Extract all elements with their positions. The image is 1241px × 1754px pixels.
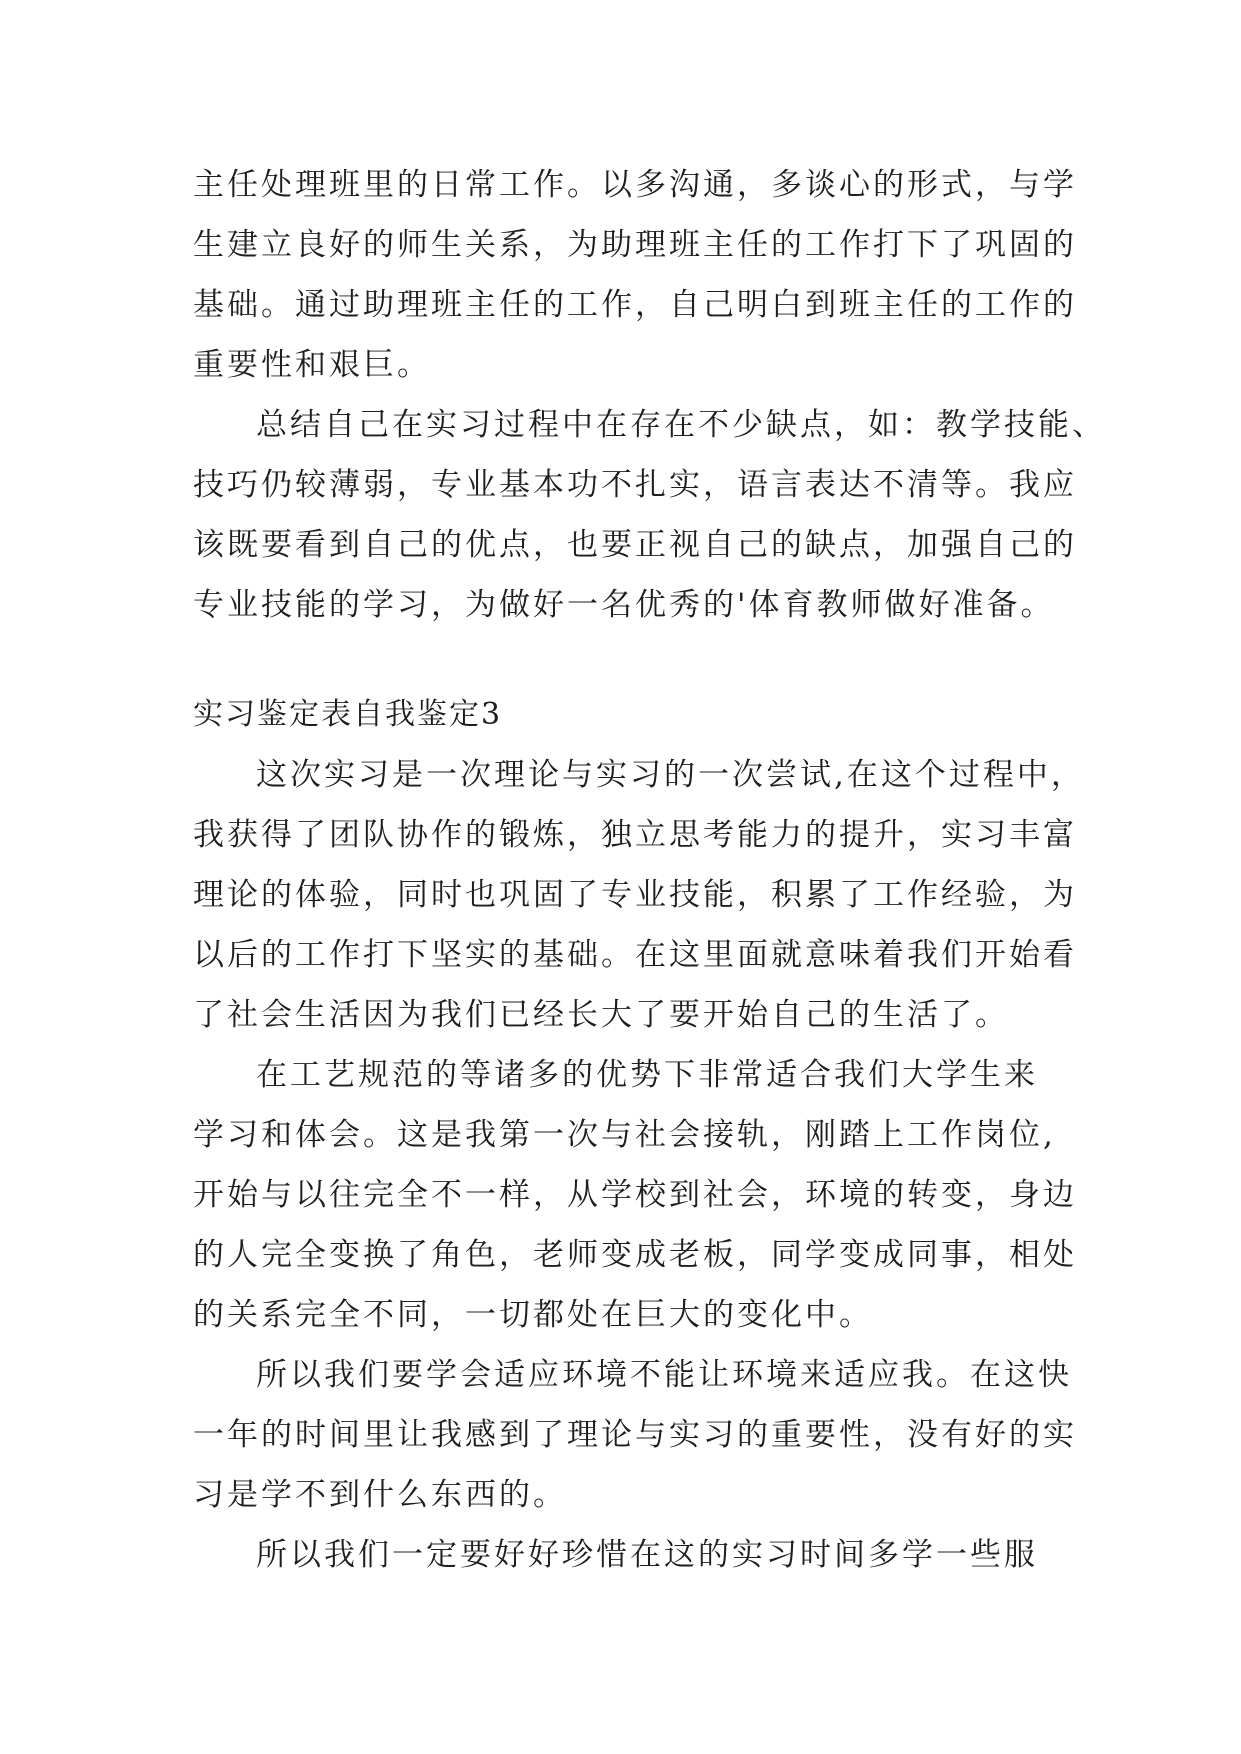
paragraph-line: 基础。通过助理班主任的工作，自己明白到班主任的工作的 [193, 287, 1077, 323]
paragraph-line: 开始与以往完全不一样，从学校到社会，环境的转变，身边 [193, 1177, 1077, 1213]
paragraph-line: 总结自己在实习过程中在存在不少缺点，如：教学技能、 [256, 407, 1106, 443]
paragraph-line: 的关系完全不同，一切都处在巨大的变化中。 [193, 1297, 873, 1333]
paragraph-line: 我获得了团队协作的锻炼，独立思考能力的提升，实习丰富 [193, 817, 1077, 853]
paragraph-line: 以后的工作打下坚实的基础。在这里面就意味着我们开始看 [193, 937, 1077, 973]
paragraph-line: 重要性和艰巨。 [193, 347, 431, 383]
paragraph-line: 所以我们一定要好好珍惜在这的实习时间多学一些服 [256, 1537, 1038, 1573]
paragraph-line: 的人完全变换了角色，老师变成老板，同学变成同事，相处 [193, 1237, 1077, 1273]
paragraph-line: 技巧仍较薄弱，专业基本功不扎实，语言表达不清等。我应 [193, 467, 1077, 503]
paragraph-line: 所以我们要学会适应环境不能让环境来适应我。在这快 [256, 1357, 1072, 1393]
paragraph-line: 该既要看到自己的优点，也要正视自己的缺点，加强自己的 [193, 527, 1077, 563]
paragraph-line: 这次实习是一次理论与实习的一次尝试,在这个过程中， [256, 757, 1085, 793]
paragraph-line: 习是学不到什么东西的。 [193, 1477, 567, 1513]
paragraph-line: 主任处理班里的日常工作。以多沟通，多谈心的形式，与学 [193, 167, 1077, 203]
paragraph-line: 生建立良好的师生关系，为助理班主任的工作打下了巩固的 [193, 227, 1077, 263]
paragraph-line: 了社会生活因为我们已经长大了要开始自己的生活了。 [193, 997, 1009, 1033]
section-heading: 实习鉴定表自我鉴定3 [193, 697, 503, 732]
paragraph-line: 在工艺规范的等诸多的优势下非常适合我们大学生来 [256, 1057, 1038, 1093]
paragraph-line: 一年的时间里让我感到了理论与实习的重要性，没有好的实 [193, 1417, 1077, 1453]
paragraph-line: 理论的体验，同时也巩固了专业技能，积累了工作经验，为 [193, 877, 1077, 913]
paragraph-line: 专业技能的学习，为做好一名优秀的'体育教师做好准备。 [193, 587, 1055, 623]
paragraph-line: 学习和体会。这是我第一次与社会接轨，刚踏上工作岗位, [193, 1117, 1056, 1153]
